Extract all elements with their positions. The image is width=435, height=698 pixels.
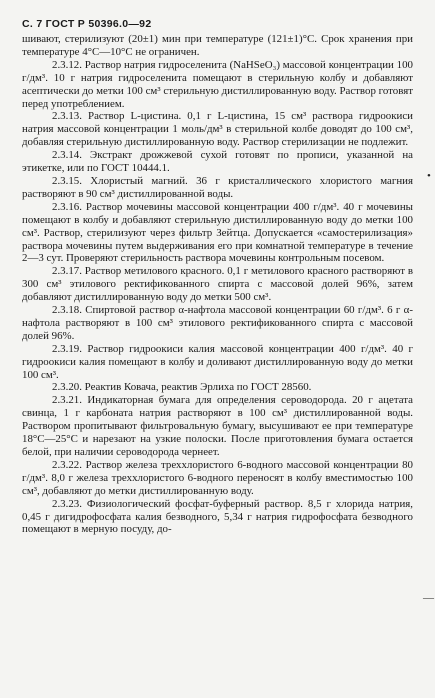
page-header: С. 7 ГОСТ Р 50396.0—92 [22,18,152,30]
paragraph: 2.3.23. Физиологический фосфат-буферный раствор. 8,5 г хлорида натрия, 0,45 г дигидрофосфата калия безводного, 5,34 г натрия гидрофосфата безводного помещают в мерную посуду, до- [22,497,413,536]
paragraph: шивают, стерилизуют (20±1) мин при температуре (121±1)°С. Срок хранения при температуре 4°С—10°С не ограничен. [22,33,413,58]
paragraph: 2.3.20. Реактив Ковача, реактив Эрлиха по ГОСТ 28560. [52,381,312,394]
paragraph: 2.3.12. Раствор натрия гидроселенита (NaHSeO₃) массовой концентрации 100 г/дм³. 10 г натрия гидроселенита помещают в стерильную колбу и добавляют асептически до метки 100 см³ стерильную дистиллированную воду. Раствор готовят перед употреблением. [22,58,413,110]
body-text [22,33,413,536]
paragraph: 2.3.16. Раствор мочевины массовой концентрации 400 г/дм³. 40 г мочевины помещают в колбу и добавляют стерильную дистиллированную воду до метки 100 см³. Раствор, стерилизуют через фильтр Зейтца. Допускается «самостерилизация» раствора мочевины путем выдерживания его при комнатной температуре в течение 2—3 сут. Проверяют стерильность раствора мочевины контрольным посевом. [22,200,413,265]
paragraph: 2.3.22. Раствор железа треххлористого 6-водного массовой концентрации 80 г/дм³. 8,0 г железа треххлористого 6-водного переносят в колбу вместимостью 100 см³, добавляют до метки дистиллированную воду. [22,458,413,497]
paragraph: 2.3.13. Раствор L-цистина. 0,1 г L-цистина, 15 см³ раствора гидроокиси натрия массовой концентрации 1 моль/дм³ в стерильной колбе доводят до 100 см³, добавляя стерильную дистиллированную воду. Раствор стерилизации не подлежит. [22,110,413,149]
paragraph: 2.3.21. Индикаторная бумага для определения сероводорода. 20 г ацетата свинца, 1 г карбоната натрия растворяют в 100 см³ дистиллированной воды. Раствором пропитывают фильтровальную бумагу, высушивают ее при температуре 18°С—25°С и нарезают на узкие полоски. После приготовления бумага остается белой, при наличии сероводорода чернеет. [22,394,413,458]
margin-mark: • [427,170,431,182]
margin-mark: — [423,592,434,604]
paragraph: 2.3.17. Раствор метилового красного. 0,1 г метилового красного растворяют в 300 см³ этилового ректификованного спирта с массовой долей 96%, затем добавляют дистиллированную воду до метки 500 см³. [22,265,413,304]
paragraph: 2.3.19. Раствор гидроокиси калия массовой концентрации 400 г/дм³. 40 г гидроокиси калия помещают в колбу и доливают дистиллированную воду до метки 100 см³. [22,342,413,381]
paragraph: 2.3.14. Экстракт дрожжевой сухой готовят по прописи, указанной на этикетке, или по ГОСТ 10444.1. [22,149,413,175]
paragraph: 2.3.15. Хлористый магний. 36 г кристаллического хлористого магния растворяют в 90 см³ дистиллированной воды. [22,174,413,200]
paragraph: 2.3.18. Спиртовой раствор α-нафтола массовой концентрации 60 г/дм³. 6 г α-нафтола растворяют в 100 см³ этилового ректификованного спирта с массовой долей 96%. [22,304,413,342]
